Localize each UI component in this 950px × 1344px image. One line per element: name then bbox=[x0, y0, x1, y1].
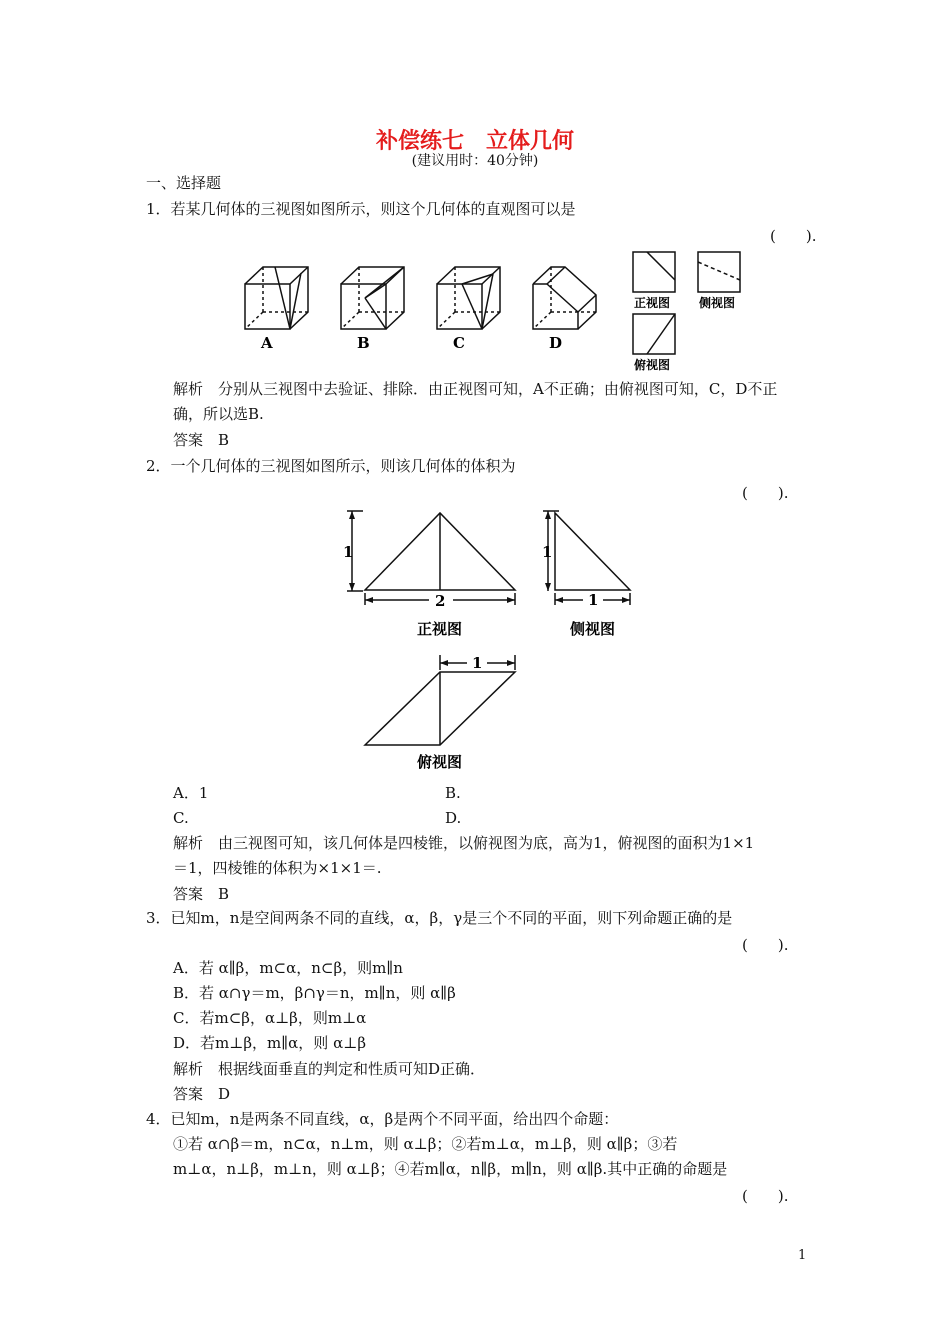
q3-stem: 3．已知m，n是空间两条不同的直线，α，β，γ是三个不同的平面，则下列命题正确的是 bbox=[146, 909, 733, 927]
q2-side-height-label: 1 bbox=[542, 543, 553, 561]
q2-side-view-label: 侧视图 bbox=[570, 620, 616, 638]
q1-cube-options-figure bbox=[235, 240, 655, 350]
q2-front-view-label: 正视图 bbox=[417, 620, 463, 638]
option-label-a: A bbox=[261, 334, 273, 352]
q2-front-width-label: 2 bbox=[435, 592, 446, 610]
q1-stem: 1．若某几何体的三视图如图所示，则这个几何体的直观图可以是 bbox=[146, 200, 576, 218]
q2-top-view-label: 俯视图 bbox=[417, 753, 463, 771]
q1-three-view-figure bbox=[630, 250, 745, 375]
q2-stem: 2．一个几何体的三视图如图所示，则该几何体的体积为 bbox=[146, 457, 516, 475]
page-title: 补偿练七 立体几何 bbox=[375, 129, 574, 154]
q3-answer-paren: ( ). bbox=[742, 936, 789, 954]
q4-stem: 4．已知m，n是两条不同直线，α，β是两个不同平面，给出四个命题： bbox=[146, 1110, 619, 1128]
q2-answer: 答案 B bbox=[173, 885, 230, 903]
q2-option-b: B. bbox=[445, 784, 461, 802]
q3-answer: 答案 D bbox=[173, 1085, 231, 1103]
option-label-c: C bbox=[453, 334, 465, 352]
q2-analysis-line2: ＝1，四棱锥的体积为×1×1＝. bbox=[173, 859, 382, 877]
option-label-d: D bbox=[549, 334, 563, 352]
q1-front-view-label: 正视图 bbox=[634, 296, 671, 310]
q4-line3: m⊥α，n⊥β，m⊥n，则 α⊥β；④若m∥α，n∥β，m∥n，则 α∥β.其中正确的命题是 bbox=[173, 1160, 728, 1178]
q2-answer-paren: ( ). bbox=[742, 484, 789, 502]
q3-option-d: D．若m⊥β，m∥α，则 α⊥β bbox=[173, 1034, 366, 1052]
q1-analysis-line1: 解析 分别从三视图中去验证、排除．由正视图可知，A不正确；由俯视图可知，C，D不正 bbox=[173, 380, 778, 398]
cube-d bbox=[533, 267, 596, 329]
q3-option-c: C．若m⊂β，α⊥β，则m⊥α bbox=[173, 1009, 367, 1027]
option-label-b: B bbox=[357, 334, 370, 352]
q4-line2: ①若 α∩β＝m，n⊂α，n⊥m，则 α⊥β；②若m⊥α，m⊥β，则 α∥β；③若 bbox=[173, 1135, 678, 1153]
cube-b bbox=[341, 267, 404, 329]
q1-answer: 答案 B bbox=[173, 431, 230, 449]
q2-top-width-label: 1 bbox=[472, 654, 483, 672]
cube-c bbox=[437, 267, 500, 329]
page-number: 1 bbox=[798, 1248, 807, 1263]
q3-option-a: A．若 α∥β，m⊂α，n⊂β，则m∥n bbox=[173, 959, 403, 977]
q3-analysis: 解析 根据线面垂直的判定和性质可知D正确． bbox=[173, 1060, 486, 1078]
q1-answer-paren: ( ). bbox=[770, 227, 817, 245]
section-heading: 一、选择题 bbox=[146, 174, 222, 192]
q3-option-b: B．若 α∩γ＝m，β∩γ＝n，m∥n，则 α∥β bbox=[173, 984, 456, 1002]
q2-option-d: D. bbox=[445, 809, 462, 827]
q1-analysis-line2: 确，所以选B. bbox=[173, 405, 264, 423]
cube-a bbox=[245, 267, 308, 329]
q1-top-view-label: 俯视图 bbox=[634, 358, 671, 372]
q2-three-view-figure bbox=[345, 505, 645, 775]
q2-front-height-label: 1 bbox=[343, 543, 354, 561]
q2-option-a: A．1 bbox=[173, 784, 209, 802]
q4-answer-paren: ( ). bbox=[742, 1187, 789, 1205]
q2-option-c: C. bbox=[173, 809, 189, 827]
q2-side-width-label: 1 bbox=[588, 591, 599, 609]
q2-analysis-line1: 解析 由三视图可知，该几何体是四棱锥，以俯视图为底，高为1，俯视图的面积为1×1 bbox=[173, 834, 755, 852]
q1-side-view-label: 侧视图 bbox=[699, 296, 736, 310]
page-subtitle: (建议用时：40分钟) bbox=[411, 153, 539, 169]
